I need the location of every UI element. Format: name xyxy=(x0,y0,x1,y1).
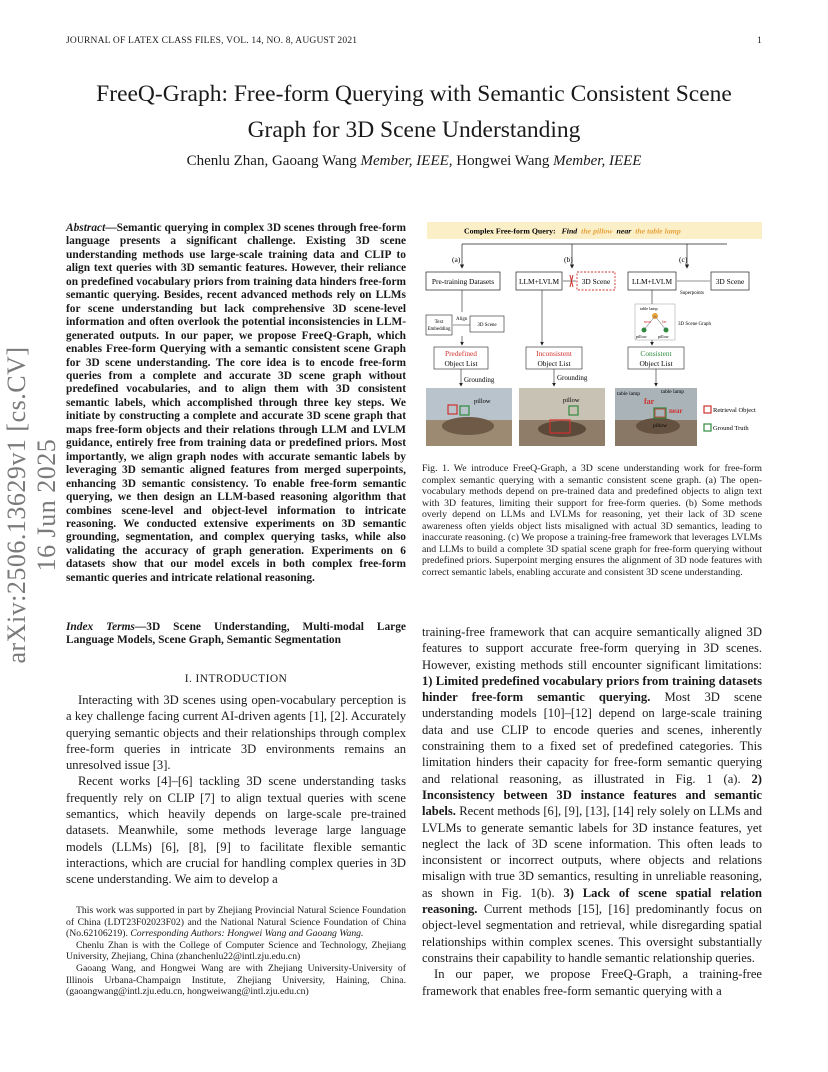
img-c-far: far xyxy=(644,397,655,406)
intro-right-text-1: training-free framework that can acquire semantically aligned 3D features to support accurate free-form querying in 3D scenes. However, existing methods still encounter significant limitations: xyxy=(422,625,762,672)
graph-label-near: near xyxy=(644,319,652,324)
graph-label-lamp: table lamp xyxy=(640,306,658,311)
text-embedding-box xyxy=(426,315,452,335)
text-embedding-label-1: Text xyxy=(434,320,444,325)
img-c-table-lamp-2: table lamp xyxy=(661,389,685,395)
c-3d-scene-label: 3D Scene xyxy=(715,277,745,286)
author-1-role: Member, IEEE xyxy=(360,153,449,169)
section-heading: I. INTRODUCTION xyxy=(184,673,288,685)
scene-graph-label: 3D Scene Graph xyxy=(678,322,712,327)
img-c-table-lamp-1: table lamp xyxy=(617,391,641,397)
consistent-object-list-label: Object List xyxy=(639,359,673,368)
query-find: Find xyxy=(561,226,578,236)
legend-gt-swatch xyxy=(704,424,711,431)
intro-paragraph-1: Interacting with 3D scenes using open-vocabulary perception is a key challenge facing current AI-driven agents [1], [2]. Accurately querying semantic objects and their relationships through complex free-form queries in intricate 3D environments remains an unresolved issue [3]. xyxy=(66,693,406,773)
grounding-label-a: Grounding xyxy=(464,376,495,384)
limitation-1: 1) Limited predefined vocabulary priors from training datasets hinder free-form semantic querying. xyxy=(422,673,762,705)
img-a-pillow: pillow xyxy=(474,398,491,405)
intro-right-text-3: Recent methods [6], [9], [13], [14] rely solely on LLMs and LVLMs to generate semantic labels for 3D instance features, yet neglect the lack of 3D scene information. This often leads to inconsistent or incorrect outputs, where objects and relations misalign with true 3D semantics, resulting in unreliable reasoning, as shown in Fig. 1(b). xyxy=(422,804,762,900)
abstract-body: —Semantic querying in complex 3D scenes through free-form language presents a significant challenge. Existing 3D scene understanding methods use large-scale training data and CLIP to align text queries with 3D semantic features. However, their reliance on predefined vocabulary priors from training data hinders free-form semantic querying. Besides, recent advanced methods rely on LLMs for scene understanding but lack comprehensive 3D scene-level information and often overlook the potential inconsistencies in LLM-generated outputs. In our paper, we propose FreeQ-Graph, which enables Free-form Querying with a semantic consistent scene Graph for 3D scene understanding. The core idea is to encode free-form queries from a complete and accurate 3D scene graph without predefined vocabularies, and to align them with 3D consistent semantic labels, which accomplished through three key steps. We initiate by constructing a complete and accurate 3D scene graph that maps free-form objects and their relations through LLM and LVLM guidance, entirely free from training data or predefined priors. Most importantly, we align graph nodes with accurate semantic labels by leveraging 3D semantic aligned features from merged superpoints, enhancing 3D semantic consistency. To enable free-form semantic querying, we then design an LLM-based reasoning algorithm that combines scene-level and object-level information to intricate reasoning. We conducted extensive experiments on 3D semantic grounding, segmentation, and complex querying tasks, while also validating the accuracy of graph generation. Experiments on 6 datasets show that our model excels in both complex free-form semantic queries and intricate relational reasoning. xyxy=(66,222,406,584)
graph-label-far: far xyxy=(662,319,667,324)
limitation-3: 3) Lack of scene spatial relation reasoning. xyxy=(422,885,762,917)
align-label: Align xyxy=(456,317,468,322)
figure-caption: Fig. 1. We introduce FreeQ-Graph, a 3D scene understanding work for free-form complex semantic querying with a semantic consistent scene graph. (a) The open-vocabulary methods depend on pre-trained data and predefined objects to align text with 3D features, limiting their support for free-form queries. (b) Some methods overly depend on LLMs and LVLMs for reasoning, yet their lack of 3D scene awareness often yields object lists misaligned with actual 3D semantics, leading to inaccurate reasoning. (c) We propose a training-free framework that leverages LVLMs and LLMs to build a complete 3D spatial scene graph for free-form querying without predefined priors. Superpoint merging ensures the alignment of 3D node features with correct semantic labels, enabling accurate and consistent 3D scene understanding. xyxy=(422,463,762,578)
legend-gt-label: Ground Truth xyxy=(713,425,749,432)
title-line-1: FreeQ-Graph: Free-form Querying with Semantic Consistent Scene xyxy=(96,81,732,107)
consistent-label: Consistent xyxy=(640,349,672,358)
intro-right-text-4: Current methods [15], [16] predominantly focus on object-level segmentation and retrieval, while disregarding spatial relationships within complex scenes. This oversight substantially constrains their capability to handle semantic relationship queries. xyxy=(422,902,762,965)
footnote-corresponding: Corresponding Authors: Hongwei Wang and Gaoang Wang. xyxy=(130,928,364,940)
index-terms-body: —3D Scene Understanding, Multi-modal Large Language Models, Scene Graph, Semantic Segmentation xyxy=(66,621,406,647)
intro-right-column xyxy=(422,624,762,999)
intro-right-text-2: Most 3D scene understanding models [10]–[12] depend on large-scale training data and use CLIP to encode queries and scenes, inherently constraining them to a fixed set of predefined categories. This limitation hinders their capacity for free-form semantic querying and relational reasoning, as illustrated in Fig. 1 (a). xyxy=(422,690,763,786)
scene-image-c xyxy=(615,388,697,446)
scene-image-a xyxy=(426,388,512,446)
abstract xyxy=(66,222,406,585)
query-text xyxy=(464,227,681,236)
label-col-b: (b) xyxy=(564,255,573,264)
intro-paragraph-2: Recent works [4]–[6] tackling 3D scene understanding tasks frequently rely on CLIP [7] to align textual queries with scene semantics, which heavily depends on large-scale pre-trained datasets. Meanwhile, some methods leverage large language models (LLMs) [6], [8], [9] to facilitate flexible semantic interactions, which are crucial for handling complex queries in 3D scene understanding. We aim to develop a xyxy=(66,774,406,887)
b-3d-scene-label: 3D Scene xyxy=(581,277,611,286)
index-terms xyxy=(66,621,406,648)
query-reference: the table lamp xyxy=(635,226,681,236)
img-c-near: near xyxy=(669,407,683,415)
legend-retrieval-swatch xyxy=(704,406,711,413)
query-object: the pillow xyxy=(581,226,613,236)
scene-image-b xyxy=(519,388,605,446)
title-line-2: Graph for 3D Scene Understanding xyxy=(247,117,581,143)
intro-right-paragraph-1 xyxy=(422,624,762,966)
abstract-lead: Abstract xyxy=(66,222,106,234)
footnotes xyxy=(66,905,406,998)
text-embedding-label-2: Embedding xyxy=(427,327,451,332)
author-2: , Hongwei Wang xyxy=(448,153,554,169)
paper-title xyxy=(40,76,788,148)
predefined-object-list-label: Object List xyxy=(444,359,478,368)
img-b-pillow: pillow xyxy=(563,397,580,404)
img-c-pillow: pillow xyxy=(653,423,668,429)
limitation-2: 2) Inconsistency between 3D instance features and semantic labels. xyxy=(422,771,762,819)
graph-label-pillow-2: pillow xyxy=(658,334,669,339)
intro-right-paragraph-2: In our paper, we propose FreeQ-Graph, a training-free framework that enables free-form semantic querying with a xyxy=(422,967,762,998)
footnote-funding xyxy=(66,905,406,940)
footnote-funding-text: This work was supported in part by Zhejiang Provincial Natural Science Foundation of China (LDT23F02023F02) and the National Natural Science Foundation of China (No.62106219). xyxy=(66,905,406,940)
footnote-affiliation-1: Chenlu Zhan is with the College of Computer Science and Technology, Zhejiang University, Zhejiang, China (zhanchenlu22@intl.zju.edu.cn) xyxy=(66,939,406,963)
author-list xyxy=(40,153,788,170)
author-1: Chenlu Zhan, Gaoang Wang xyxy=(186,153,361,169)
b-llm-label: LLM+LVLM xyxy=(518,277,560,286)
label-col-c: (c) xyxy=(679,255,688,264)
grounding-label-b: Grounding xyxy=(557,374,588,382)
author-2-role: Member, IEEE xyxy=(553,153,642,169)
running-header: JOURNAL OF LATEX CLASS FILES, VOL. 14, NO. 8, AUGUST 2021 xyxy=(66,36,358,46)
inconsistent-object-list-label: Object List xyxy=(537,359,571,368)
label-col-a: (a) xyxy=(452,255,461,264)
a-3d-scene-label: 3D Scene xyxy=(477,323,497,328)
superpoints-label: Superpoints xyxy=(680,291,704,296)
inconsistent-label: Inconsistent xyxy=(536,349,572,358)
figure-1 xyxy=(422,220,767,450)
c-llm-label: LLM+LVLM xyxy=(631,277,673,286)
graph-label-pillow-1: pillow xyxy=(636,334,647,339)
footnote-affiliation-2: Gaoang Wang, and Hongwei Wang are with Zhejiang University-University of Illinois Urbana-Champaign Institute, Zhejiang University, Haining, China. (gaoangwang@intl.zju.edu.cn, hongweiwang@intl.zju.edu.cn) xyxy=(66,962,406,998)
page-number: 1 xyxy=(757,36,762,46)
query-near: near xyxy=(616,226,632,236)
pretraining-label: Pre-training Datasets xyxy=(431,277,495,286)
legend-retrieval-label: Retrieval Object xyxy=(713,407,756,414)
arxiv-stamp: arXiv:2506.13629v1 [cs.CV] 16 Jun 2025 xyxy=(2,346,61,664)
index-terms-lead: Index Terms xyxy=(66,621,135,633)
predefined-label: Predefined xyxy=(444,349,478,358)
intro-left-column xyxy=(66,692,406,888)
query-label: Complex Free-form Query: xyxy=(464,226,556,236)
